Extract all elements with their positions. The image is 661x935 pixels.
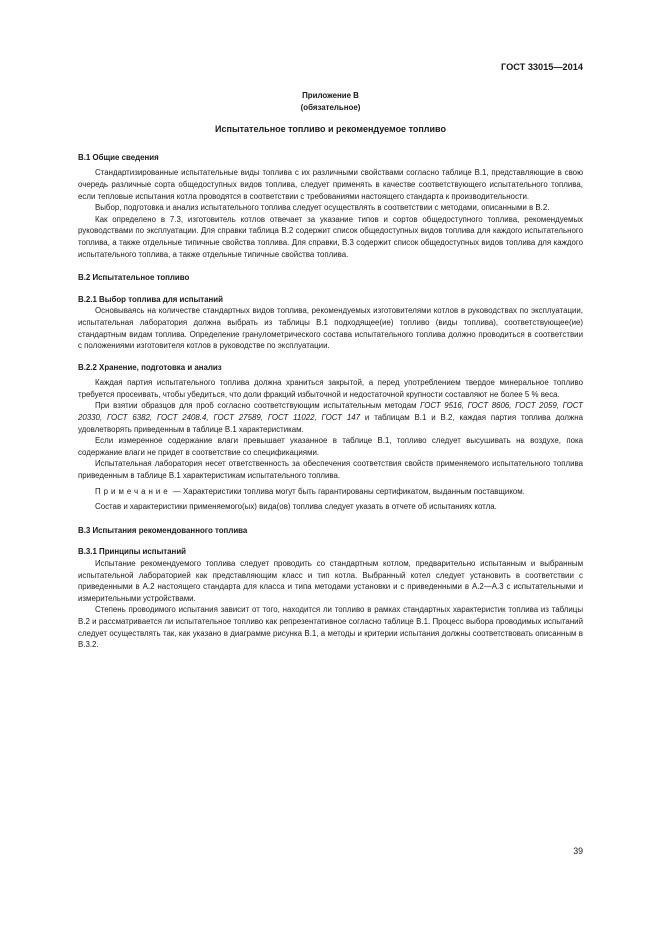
text-span: и таблицам В.1 и В.2, каждая партия топлива должна удовлетворять приведенным в таблице В.1 характеристикам.: [78, 413, 584, 434]
standard-number: ГОСТ 33015—2014: [501, 62, 583, 72]
section-b22-title: В.2.2 Хранение, подготовка и анализ: [78, 362, 222, 372]
paragraph: Испытательная лаборатория несет ответственность за обеспечения соответствия свойств применяемого испытательного топлива приведенным в таблице В.1 характеристикам испытательного топлива.: [78, 459, 583, 481]
annex-heading: Испытательное топливо и рекомендуемое топливо: [215, 124, 446, 135]
page-body: [78, 90, 583, 651]
paragraph: Выбор, подготовка и анализ испытательного топлива следует осуществлять в соответствии с методами, описанными в В.2.: [95, 203, 550, 213]
section-b3-title: В.3 Испытания рекомендованного топлива: [78, 525, 248, 535]
paragraph: Каждая партия испытательного топлива должна храниться закрытой, а перед употреблением твердое минеральное топливо требуется просеивать, чтобы убедиться, что доли фракций избыточной и недостаточной крупности составляют не более 5 % веса.: [78, 378, 583, 399]
paragraph-methods: [78, 400, 583, 435]
annex-status: (обязательное): [300, 102, 361, 112]
paragraph: Стандартизированные испытательные виды топлива с их различными свойствами согласно таблице В.1, представляющие в свою очередь различные сорта общедоступных видов топлива, следует применять в качестве соответствующего испытательного топлива, если тепловые испытания котла проводятся в соответствии с требованиями настоящего стандарта к производительности.: [78, 168, 583, 201]
paragraph: Если измеренное содержание влаги превышает указанное в таблице В.1, топливо следует высушивать на воздухе, пока содержание влаги не придет в соответствие со спецификациями.: [78, 436, 583, 457]
paragraph: Как определено в 7.3, изготовитель котлов отвечает за указание типов и сортов общедоступного топлива, рекомендуемых руководствами по эксплуатации. Для справки таблица В.2 содержит список общедоступных видов топлива для каждого испытательного топлива, а также отдельные типичные свойства топлива. Для справки, В.3 содержит список общедоступных видов топлива для каждого испытательного топлива, а также отдельные типичные свойства топлива.: [78, 214, 583, 259]
section-b31-title: В.3.1 Принципы испытаний: [78, 547, 187, 557]
section-b2-title: В.2 Испытательное топливо: [78, 273, 190, 283]
section-b1-title: В.1 Общие сведения: [78, 152, 159, 162]
paragraph: Состав и характеристики применяемого(ых) вида(ов) топлива следует указать в отчете об испытаниях котла.: [95, 502, 497, 512]
annex-title: Приложение В: [302, 91, 359, 100]
text-span: При взятии образцов для проб согласно соответствующим испытательным методам: [95, 401, 421, 411]
note-label: Примечание: [95, 486, 171, 496]
paragraph: Степень проводимого испытания зависит от того, находится ли топливо в рамках стандартных характеристик топлива из таблицы В.2 и рассматривается ли испытательное топливо как репрезентативное согласно таблице В.1. Процесс выбора проводимых испытаний следует осуществлять так, как указано в диаграмме рисунка В.1, а методы и критерии испытания должны соответствовать описанным в В.3.2.: [78, 605, 583, 650]
paragraph: Основываясь на количестве стандартных видов топлива, рекомендуемых изготовителями котлов в руководствах по эксплуатации, испытательная лаборатория должна выбрать из таблицы В.1 подходящее(ие) топливо (виды топлива), соответствующее(ие) стандартным видам топлива. Определение гранулометрического состава испытательного топлива должно проводиться в соответствии с положениями изготовителя котлов в руководстве по эксплуатации.: [78, 306, 583, 351]
paragraph: Испытание рекомендуемого топлива следует проводить со стандартным котлом, предварительно испытанным и выбранным испытательной лабораторией как представляющим класс и тип котла. Выбранный котел следует установить в соответствии с приведенными в А.2 настоящего стандарта для класса и типа методами установки и с приведенными в А.2—А.3 с испытательными и измерительными устройствами.: [78, 559, 583, 603]
note-text: — Характеристики топлива могут быть гарантированы сертификатом, выданным поставщиком.: [170, 486, 525, 496]
note: [78, 486, 583, 498]
section-b21-title: В.2.1 Выбор топлива для испытаний: [78, 294, 224, 304]
gost-methods-list: ГОСТ 9516, ГОСТ 8606, ГОСТ 2059, ГОСТ 20330, ГОСТ 6382, ГОСТ 2408.4, ГОСТ 27589, ГОСТ 11022, ГОСТ 147: [78, 401, 584, 423]
page-number: 39: [573, 846, 583, 856]
